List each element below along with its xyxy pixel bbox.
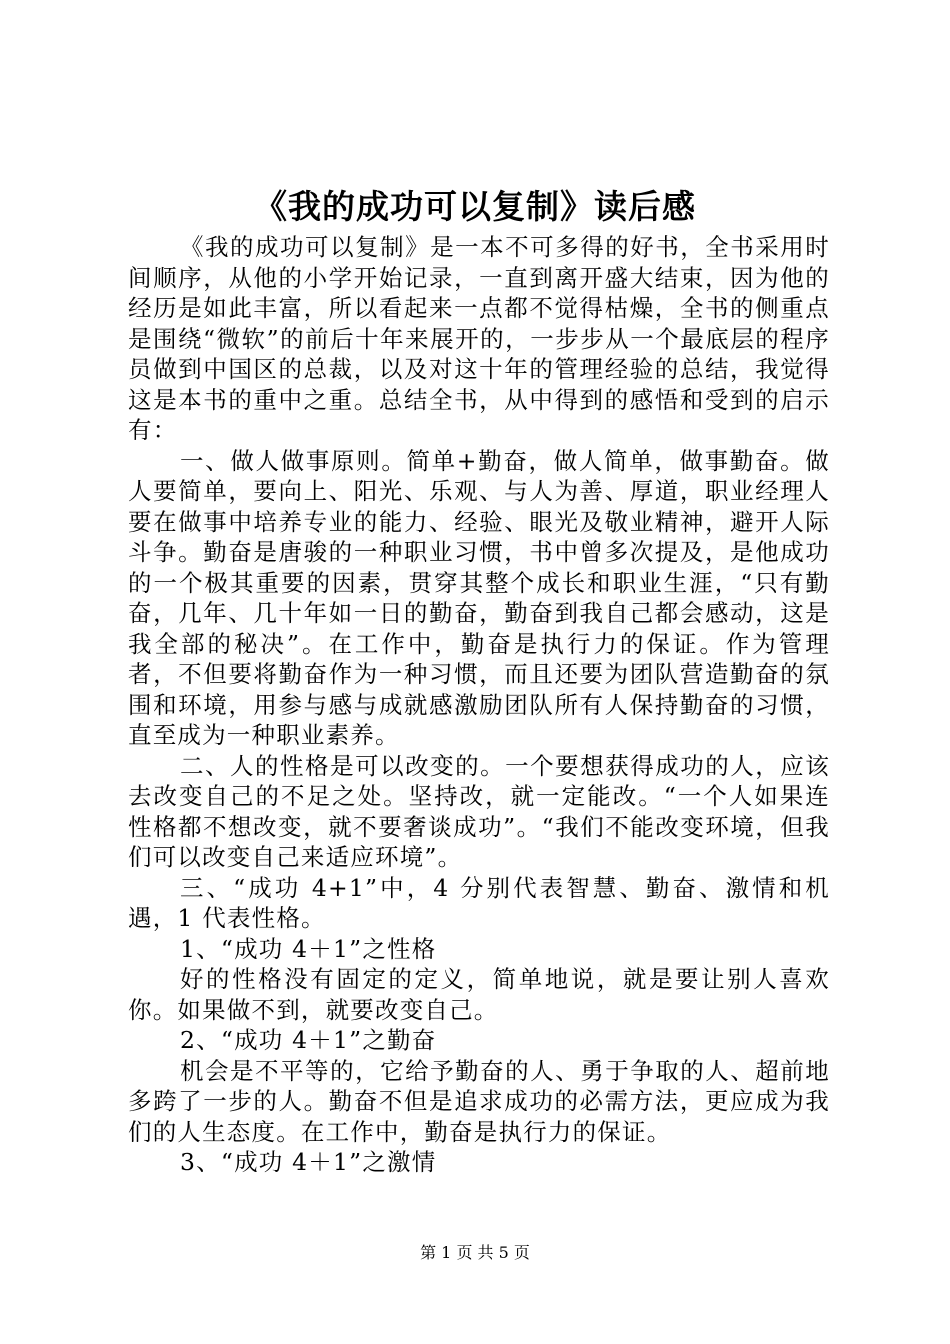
document-title: 《我的成功可以复制》读后感 [254,187,696,226]
paragraph-point-2: 二、人的性格是可以改变的。一个要想获得成功的人，应该去改变自己的不足之处。坚持改，就一定能改。“一个人如果连性格都不想改变，就不要奢谈成功”。“我们不能改变环境，但我们可以改变自己来适应环境”。 [128,751,830,871]
paragraph-point-3: 三、“成功 4+1”中，4 分别代表智慧、勤奋、激情和机遇，1 代表性格。 [128,873,830,932]
subheading-personality: 1、“成功 4＋1”之性格 [180,934,437,963]
subheading-diligence: 2、“成功 4＋1”之勤奋 [180,1026,437,1054]
paragraph-intro: 《我的成功可以复制》是一本不可多得的好书，全书采用时间顺序，从他的小学开始记录，一直到离开盛大结束，因为他的经历是如此丰富，所以看起来一点都不觉得枯燥，全书的侧重点是围绕“微软”的前后十年来展开的，一步步从一个最底层的程序员做到中国区的总裁，以及对这十年的管理经验的总结，我觉得这是本书的重中之重。总结全书，从中得到的感悟和受到的启示有： [128,233,830,444]
page-footer: 第 1 页 共 5 页 [420,1243,530,1262]
paragraph-diligence: 机会是不平等的，它给予勤奋的人、勇于争取的人、超前地多跨了一步的人。勤奋不但是追求成功的必需方法，更应成为我们的人生态度。在工作中，勤奋是执行力的保证。 [128,1056,830,1146]
subheading-passion: 3、“成功 4＋1”之激情 [180,1148,437,1176]
document-body [128,232,830,1178]
paragraph-personality: 好的性格没有固定的定义，简单地说，就是要让别人喜欢你。如果做不到，就要改变自己。 [128,965,830,1024]
paragraph-point-1: 一、做人做事原则。简单+勤奋，做人简单，做事勤奋。做人要简单，要向上、阳光、乐观、与人为善、厚道，职业经理人要在做事中培养专业的能力、经验、眼光及敬业精神，避开人际斗争。勤奋是唐骏的一种职业习惯，书中曾多次提及，是他成功的一个极其重要的因素，贯穿其整个成长和职业生涯，“只有勤奋，几年、几十年如一日的勤奋，勤奋到我自己都会感动，这是我全部的秘决”。在工作中，勤奋是执行力的保证。作为管理者，不但要将勤奋作为一种习惯，而且还要为团队营造勤奋的氛围和环境，用参与感与成就感激励团队所有人保持勤奋的习惯，直至成为一种职业素养。 [128,446,830,749]
